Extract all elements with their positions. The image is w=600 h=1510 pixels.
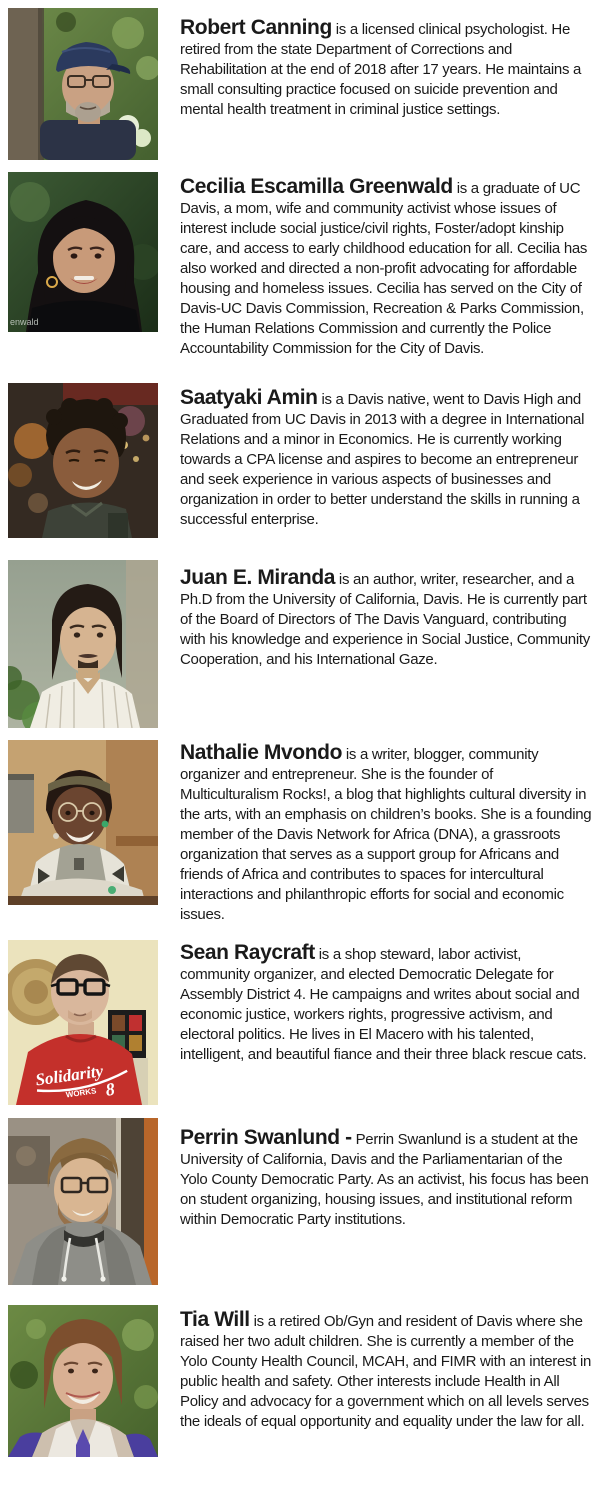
bio-robert-canning bbox=[180, 18, 592, 120]
shirt-text-line3: 8 bbox=[104, 1078, 116, 1100]
photo-tia-will bbox=[8, 1305, 158, 1457]
profile-row-nathalie-mvondo bbox=[8, 740, 592, 923]
profile-row-sean-raycraft bbox=[8, 940, 592, 1105]
person-bio-text: is a retired Ob/Gyn and resident of Davis where she raised her two adult children. She is currently a member of the Yolo County Health Council, MCAH, and FIMR with an interest in public health and safety. Other interests include Health in All Policy and advocacy for a government which on all levels serves the ideals of equal opportunity and equality under the law for all. bbox=[180, 1313, 592, 1430]
bio-saatyaki-amin bbox=[180, 388, 592, 530]
person-name: Juan E. Miranda bbox=[180, 566, 336, 589]
person-bio-text: is a Davis native, went to Davis High and Graduated from UC Davis in 2013 with a degree in International Relations and a minor in Economics. He is currently working towards a CPA license and aspires to become an entrepreneur and seek experience in various aspects of businesses and organization in order to better understand the skills in running a successful enterprise. bbox=[180, 391, 585, 528]
shirt-text-line2: WORKS bbox=[65, 1086, 97, 1100]
bio-tia-will bbox=[180, 1310, 592, 1432]
photo-sean-raycraft bbox=[8, 940, 158, 1105]
photo-cecilia-escamilla-greenwald bbox=[8, 172, 158, 332]
person-name: Sean Raycraft bbox=[180, 941, 315, 964]
person-bio-text: is an author, writer, researcher, and a Ph.D from the University of California, Davis. He is currently part of the Board of Directors of The Davis Vanguard, contributing with his knowledge and experience in Social Justice, Community Cooperation, and his International Gaze. bbox=[180, 571, 590, 668]
profile-row-tia-will bbox=[8, 1305, 592, 1457]
profile-row-cecilia-escamilla-greenwald bbox=[8, 172, 592, 357]
person-name: Tia Will bbox=[180, 1308, 250, 1331]
photo-perrin-swanlund bbox=[8, 1118, 158, 1285]
person-name: Saatyaki Amin bbox=[180, 386, 318, 409]
person-bio-text: is a writer, blogger, community organizer and entrepreneur. She is the founder of Multiculturalism Rocks!, a blog that highlights cultural diversity in the arts, with an emphasis on children’s books. She is a founding member of the Davis Network for Africa (DNA), a grassroots organization that serves as a support group for Africans and friends of Africa and contributes to spaces for intercultural interactions and philanthropic efforts for social and economic issues. bbox=[180, 746, 592, 923]
bio-cecilia-escamilla-greenwald bbox=[180, 177, 592, 359]
photo-nathalie-mvondo bbox=[8, 740, 158, 905]
person-bio-text: is a graduate of UC Davis, a mom, wife and community activist whose issues of interest include social justice/civil rights, Foster/adopt kinship care, and access to early childhood education for all. Cecilia has also worked and directed a non-profit advocating for affordable housing and homeless issues. Cecilia has served on the City of Davis-UC Davis Commission, Recreation & Parks Commission, the Human Relations Commission and currently the Police Accountability Commission for the City of Davis. bbox=[180, 180, 588, 357]
photo-watermark-text: enwald bbox=[10, 317, 39, 327]
photo-saatyaki-amin bbox=[8, 383, 158, 538]
person-name: Perrin Swanlund - bbox=[180, 1126, 352, 1149]
person-name: Robert Canning bbox=[180, 16, 332, 39]
person-name: Cecilia Escamilla Greenwald bbox=[180, 175, 453, 198]
bio-sean-raycraft bbox=[180, 943, 592, 1065]
bio-perrin-swanlund bbox=[180, 1128, 592, 1230]
profile-row-robert-canning bbox=[8, 8, 592, 160]
person-bio-text: is a licensed clinical psychologist. He retired from the state Department of Corrections and Rehabilitation at the end of 2018 after 17 years. He maintains a small consulting practice focused on suicide prevention and mental health treatment in criminal justice settings. bbox=[180, 21, 582, 118]
photo-robert-canning bbox=[8, 8, 158, 160]
profile-row-perrin-swanlund bbox=[8, 1118, 592, 1285]
person-bio-text: is a shop steward, labor activist, community organizer, and elected Democratic Delegate for Assembly District 4. He campaigns and writes about social and economic justice, workers rights, progressive activism, and electoral politics. He lives in El Macero with his talented, intelligent, and beautiful fiance and their three black rescue cats. bbox=[180, 946, 587, 1063]
bio-nathalie-mvondo bbox=[180, 743, 592, 925]
person-bio-text: Perrin Swanlund is a student at the University of California, Davis and the Parliamentarian of the Yolo County Democratic Party. As an activist, his focus has been on student organizing, housing issues, and institutional reform within Democratic Party institutions. bbox=[180, 1131, 589, 1228]
shirt-text-line1: Solidarity bbox=[34, 1061, 105, 1090]
profile-row-saatyaki-amin bbox=[8, 383, 592, 538]
photo-juan-miranda bbox=[8, 560, 158, 728]
profile-row-juan-miranda bbox=[8, 560, 592, 728]
bio-juan-miranda bbox=[180, 568, 592, 670]
person-name: Nathalie Mvondo bbox=[180, 741, 343, 764]
